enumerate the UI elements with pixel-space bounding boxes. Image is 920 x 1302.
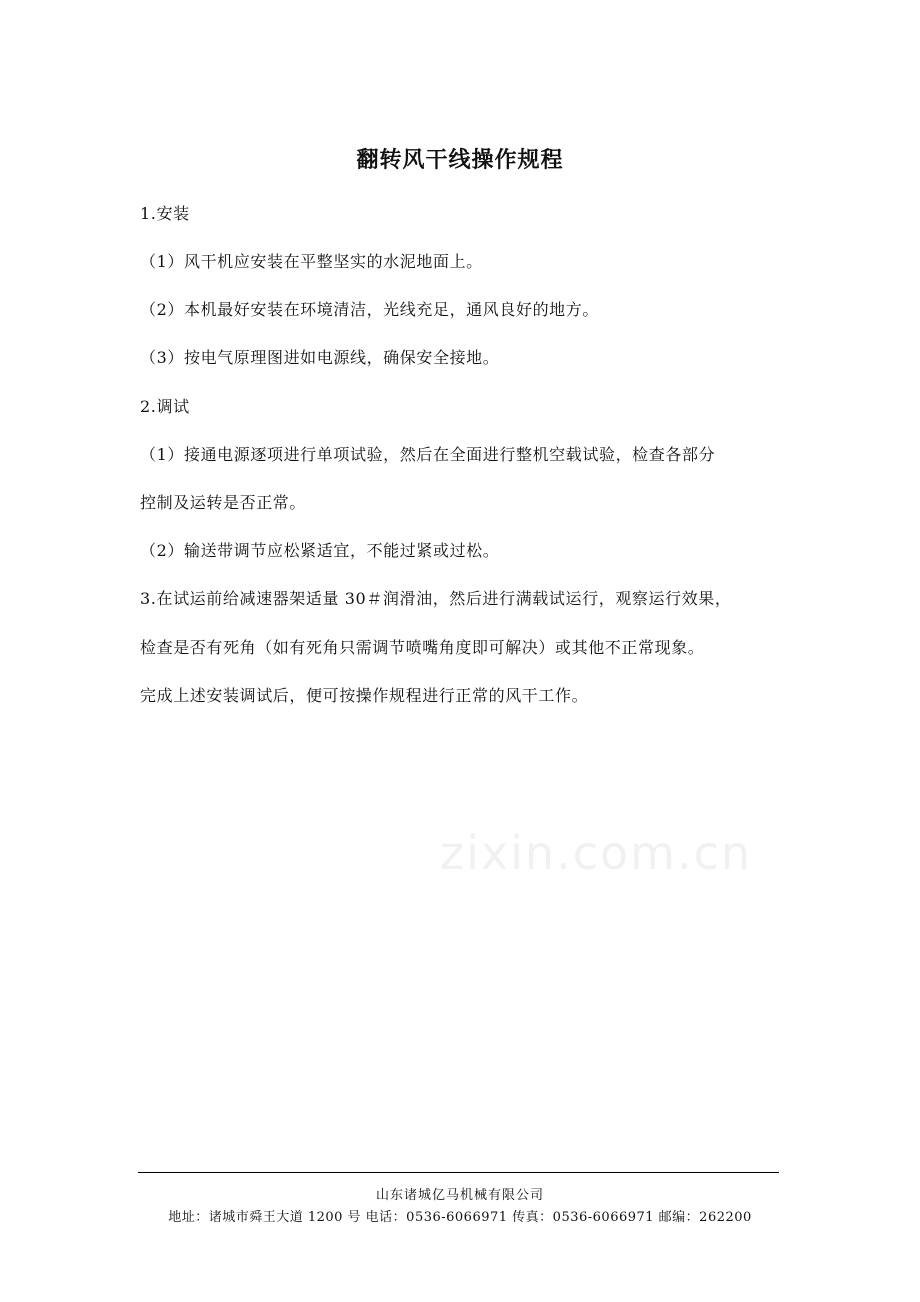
install-step-3: （3）按电气原理图进如电源线，确保安全接地。 <box>140 348 500 367</box>
section-3-paragraph-continued: 检查是否有死角（如有死角只需调节喷嘴角度即可解决）或其他不正常现象。 <box>140 638 705 657</box>
section-3-paragraph: 3.在试运前给减速器架适量 30＃润滑油，然后进行满载试运行，观察运行效果， <box>140 589 732 608</box>
debug-step-1: （1）接通电源逐项进行单项试验，然后在全面进行整机空载试验，检查各部分 <box>140 445 716 464</box>
watermark: zixin.com.cn <box>440 826 753 880</box>
debug-step-2: （2）输送带调节应松紧适宜，不能过紧或过松。 <box>140 541 500 560</box>
install-step-2: （2）本机最好安装在环境清洁，光线充足，通风良好的地方。 <box>140 300 599 319</box>
document-title: 翻转风干线操作规程 <box>356 148 564 173</box>
footer-divider <box>138 1172 779 1173</box>
section-heading-install: 1.安装 <box>140 204 190 223</box>
install-step-1: （1）风干机应安装在平整坚实的水泥地面上。 <box>140 252 483 271</box>
section-heading-debug: 2.调试 <box>140 397 190 416</box>
debug-step-1-continued: 控制及运转是否正常。 <box>140 493 307 512</box>
closing-paragraph: 完成上述安装调试后，便可按操作规程进行正常的风干工作。 <box>140 686 589 705</box>
footer-contact-info: 地址：诸城市舜王大道 1200 号 电话：0536-6066971 传真：0536-6066971 邮编：262200 <box>168 1210 752 1225</box>
footer-company-name: 山东诸城亿马机械有限公司 <box>375 1188 544 1203</box>
